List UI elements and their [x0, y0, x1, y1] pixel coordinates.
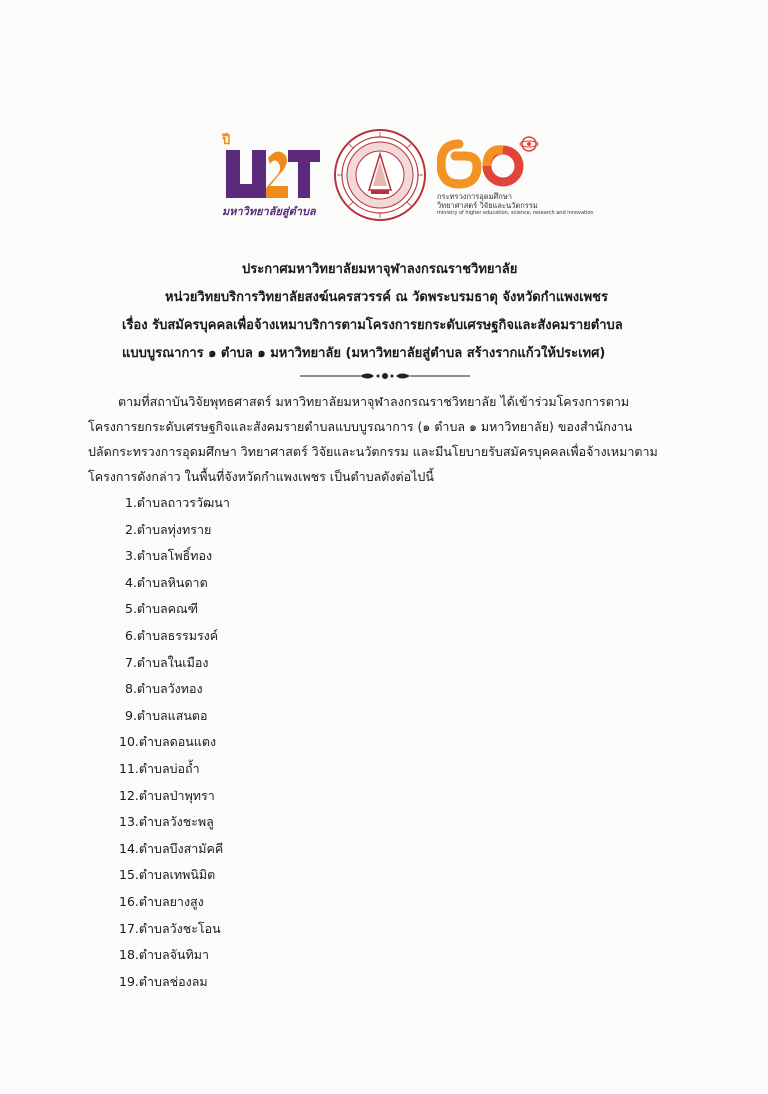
list-item: 17.ตำบลวังชะโอน — [119, 920, 221, 936]
mhesi-60-icon — [437, 134, 557, 190]
body-line-4: โครงการดังกล่าว ในพื้นที่จังหวัดกำแพงเพชร เป็นตำบลดังต่อไปนี้ — [88, 469, 434, 484]
u2t-logo — [222, 130, 322, 222]
list-item: 13.ตำบลวังชะพลู — [119, 814, 214, 830]
list-item: 8.ตำบลวังทอง — [125, 681, 203, 697]
logo-bar — [0, 128, 768, 228]
header-subject: เรื่อง รับสมัครบุคคลเพื่อจ้างเหมาบริการตามโครงการยกระดับเศรษฐกิจและสังคมรายตำบล — [122, 318, 623, 333]
body-line-2: โครงการยกระดับเศรษฐกิจและสังคมรายตำบลแบบบูรณาการ (๑ ตำบล ๑ มหาวิทยาลัย) ของสำนักงาน — [88, 419, 633, 434]
list-item: 1.ตำบลถาวรวัฒนา — [125, 495, 230, 510]
list-item: 3.ตำบลโพธิ์ทอง — [125, 548, 213, 564]
list-item: 6.ตำบลธรรมรงค์ — [125, 628, 219, 643]
list-item: 18.ตำบลจันทิมา — [119, 947, 209, 963]
u2t-logo-icon — [222, 130, 322, 202]
mcu-seal-logo — [333, 128, 427, 222]
mhesi-line-1: กระทรวงการอุดมศึกษา — [437, 192, 512, 201]
body-line-1: ตามที่สถาบันวิจัยพุทธศาสตร์ มหาวิทยาลัยมหาจุฬาลงกรณราชวิทยาลัย ได้เข้าร่วมโครงการตาม — [118, 394, 630, 409]
mcu-seal-icon — [333, 128, 427, 222]
list-item: 9.ตำบลแสนตอ — [125, 707, 208, 723]
list-item: 12.ตำบลป่าพุทรา — [119, 787, 215, 803]
header-unit: หน่วยวิทยบริการวิทยาลัยสงฆ์นครสวรรค์ ณ วัดพระบรมธาตุ จังหวัดกำแพงเพชร — [165, 290, 608, 305]
list-item: 15.ตำบลเทพนิมิต — [119, 867, 216, 883]
list-item: 14.ตำบลบึงสามัคคี — [119, 840, 224, 856]
list-item: 11.ตำบลบ่อถ้ำ — [119, 761, 200, 776]
mhesi-text — [437, 192, 594, 217]
list-item: 10.ตำบลดอนแตง — [119, 734, 217, 750]
list-item: 16.ตำบลยางสูง — [119, 894, 204, 909]
list-item: 7.ตำบลในเมือง — [125, 654, 209, 670]
list-item: 2.ตำบลทุ่งทราย — [125, 521, 212, 537]
mhesi-logo — [437, 134, 594, 224]
body-line-3: ปลัดกระทรวงการอุดมศึกษา วิทยาศาสตร์ วิจัยและนวัตกรรม และมีนโยบายรับสมัครบุคคลเพื่อจ้างเหมาตาม — [88, 444, 658, 459]
list-item: 5.ตำบลคณฑี — [125, 601, 198, 617]
header-title: ประกาศมหาวิทยาลัยมหาจุฬาลงกรณราชวิทยาลัย — [242, 262, 518, 277]
list-item: 4.ตำบลหินดาต — [125, 574, 208, 590]
mhesi-line-3: ministry of higher education, science, research and innovation — [437, 210, 594, 216]
header-project: แบบบูรณาการ ๑ ตำบล ๑ มหาวิทยาลัย (มหาวิทยาลัยสู่ตำบล สร้างรากแก้วให้ประเทศ) — [122, 346, 606, 361]
u2t-tagline: มหาวิทยาลัยสู่ตำบล — [222, 205, 316, 218]
svg-text:ปี: ปี — [222, 132, 231, 147]
ornamental-divider — [300, 371, 470, 381]
list-item: 19.ตำบลช่องลม — [119, 973, 208, 989]
mhesi-line-2: วิทยาศาสตร์ วิจัยและนวัตกรรม — [437, 201, 538, 210]
